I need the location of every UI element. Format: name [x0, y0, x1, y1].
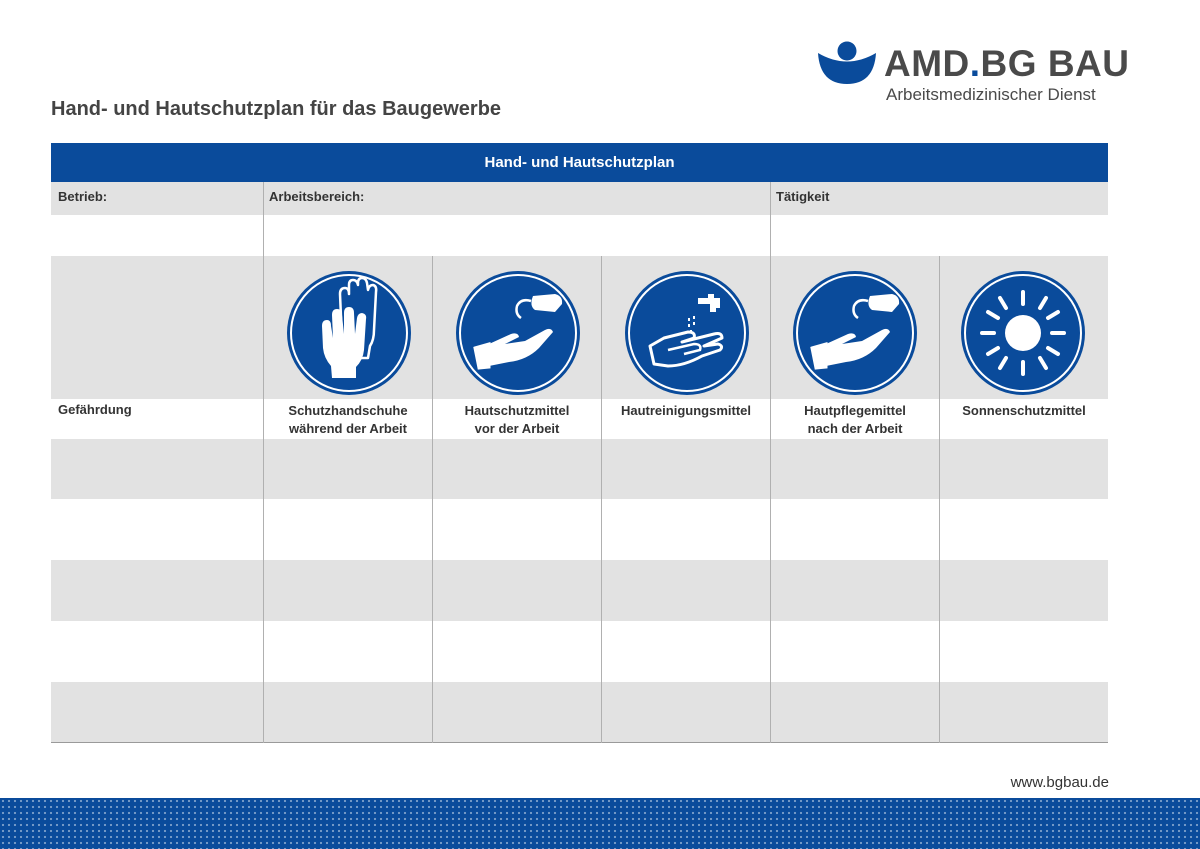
protection-plan-table — [51, 143, 1108, 743]
column-divider — [263, 182, 264, 743]
cream-hand-icon — [455, 270, 581, 396]
brand-subtitle: Arbeitsmedizinischer Dienst — [886, 85, 1096, 104]
gloves-icon — [286, 270, 412, 396]
brand-logo — [816, 40, 1130, 110]
table-row[interactable] — [51, 499, 1108, 560]
column-divider — [770, 182, 771, 743]
taetigkeit-label: Tätigkeit — [776, 189, 830, 204]
field-input-row[interactable] — [51, 215, 1108, 256]
logo-mark-icon — [816, 40, 878, 84]
plan-header: Hand- und Hautschutzplan — [51, 143, 1108, 182]
field-label-row — [51, 182, 1108, 215]
care-cream-hand-icon — [792, 270, 918, 396]
brand-name: AMD.BG BAU — [884, 43, 1130, 84]
table-row[interactable] — [51, 560, 1108, 621]
table-row[interactable] — [51, 682, 1108, 742]
footer-url[interactable]: www.bgbau.de — [1010, 774, 1109, 791]
table-bottom-border — [51, 742, 1108, 743]
hand-washing-icon — [624, 270, 750, 396]
table-row[interactable] — [51, 621, 1108, 682]
column-divider — [939, 256, 940, 743]
column-heading-gloves: Schutzhandschuhe während der Arbeit — [288, 403, 408, 436]
column-divider — [601, 256, 602, 743]
column-heading-skin-protection: Hautschutzmittel vor der Arbeit — [464, 403, 570, 436]
document-title: Hand- und Hautschutzplan für das Baugewerbe — [51, 98, 502, 120]
column-heading-skin-care: Hautpflegemittel nach der Arbeit — [804, 403, 906, 436]
arbeitsbereich-label: Arbeitsbereich: — [269, 189, 365, 204]
gefaehrdung-label: Gefährdung — [58, 402, 132, 417]
column-divider — [432, 256, 433, 743]
table-row[interactable] — [51, 439, 1108, 499]
sun-icon — [960, 270, 1086, 396]
column-heading-sun-protection: Sonnenschutzmittel — [962, 403, 1086, 418]
column-heading-skin-cleansing: Hautreinigungsmittel — [620, 403, 751, 418]
footer-band — [0, 798, 1200, 849]
betrieb-label: Betrieb: — [58, 189, 108, 204]
